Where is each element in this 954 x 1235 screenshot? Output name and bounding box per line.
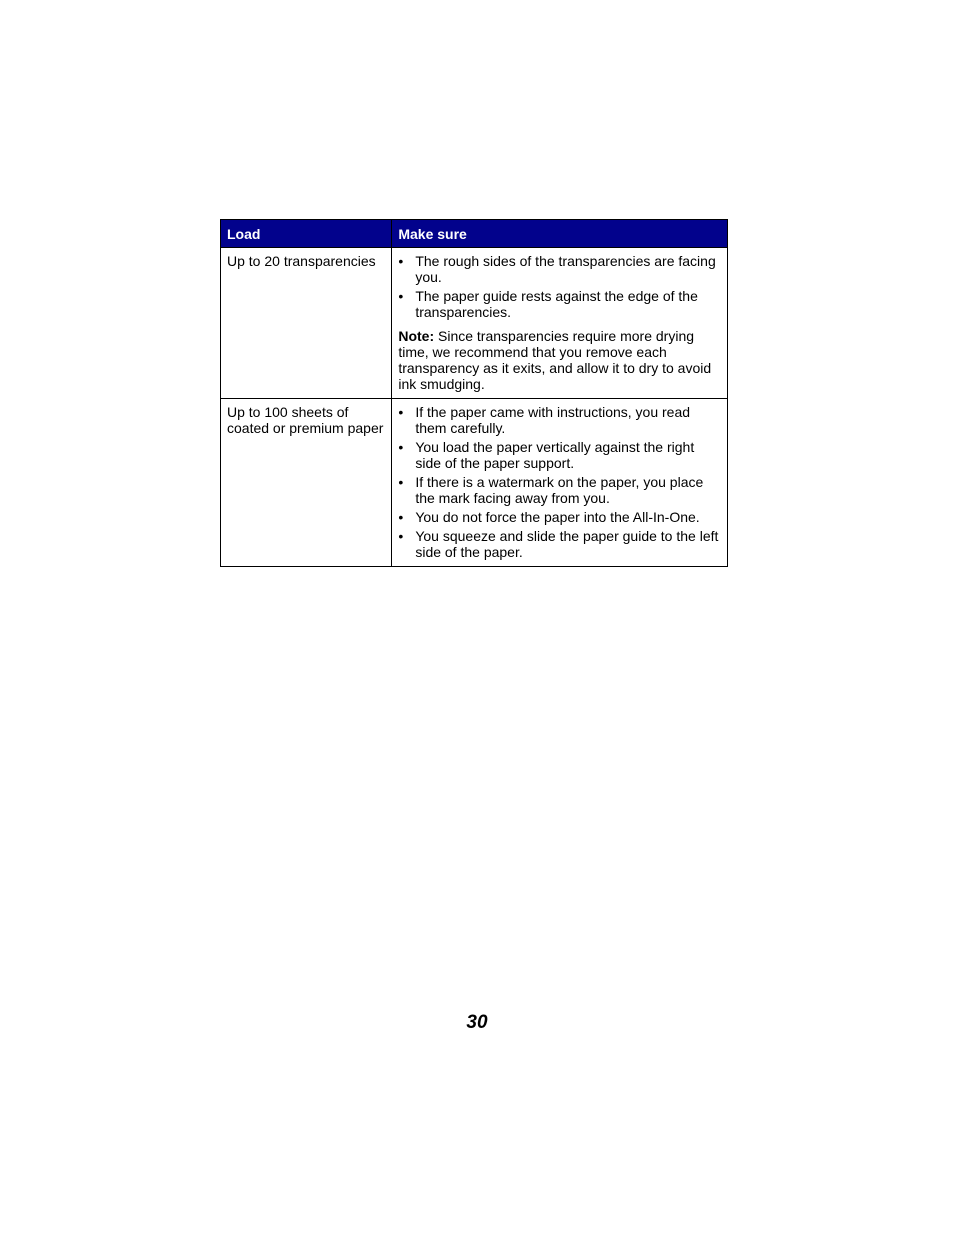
table-row	[221, 248, 728, 399]
note-label: Note:	[398, 328, 435, 344]
bullet-list	[398, 253, 721, 320]
bullet-icon: •	[398, 509, 404, 525]
load-cell: Up to 20 transparencies	[221, 248, 392, 399]
list-item	[398, 474, 721, 506]
list-item-text: You load the paper vertically against the right side of the paper support.	[415, 439, 695, 471]
bullet-icon: •	[398, 288, 404, 304]
make-sure-cell	[392, 248, 728, 399]
table-header-row	[221, 220, 728, 248]
bullet-icon: •	[398, 528, 404, 544]
list-item-text: If there is a watermark on the paper, you place the mark facing away from you.	[415, 474, 704, 506]
bullet-icon: •	[398, 474, 404, 490]
page-number: 30	[466, 1012, 488, 1033]
bullet-icon: •	[398, 404, 404, 420]
bullet-icon: •	[398, 253, 404, 269]
bullet-icon: •	[398, 439, 404, 455]
list-item	[398, 404, 721, 436]
list-item-text: The rough sides of the transparencies are facing you.	[415, 253, 716, 285]
list-item	[398, 253, 721, 285]
note	[398, 328, 721, 392]
list-item-text: You do not force the paper into the All-In-One.	[415, 509, 700, 525]
note-text: Since transparencies require more drying time, we recommend that you remove each transparency as it exits, and allow it to dry to avoid ink smudging.	[398, 328, 712, 392]
list-item	[398, 509, 721, 525]
load-cell: Up to 100 sheets of coated or premium paper	[221, 399, 392, 567]
list-item	[398, 288, 721, 320]
header-load: Load	[221, 220, 392, 248]
make-sure-cell	[392, 399, 728, 567]
list-item-text: The paper guide rests against the edge of the transparencies.	[415, 288, 698, 320]
header-make-sure: Make sure	[392, 220, 728, 248]
table-row	[221, 399, 728, 567]
load-media-table	[220, 219, 728, 567]
list-item	[398, 439, 721, 471]
list-item	[398, 528, 721, 560]
bullet-list	[398, 404, 721, 560]
list-item-text: If the paper came with instructions, you read them carefully.	[415, 404, 691, 436]
list-item-text: You squeeze and slide the paper guide to the left side of the paper.	[415, 528, 719, 560]
